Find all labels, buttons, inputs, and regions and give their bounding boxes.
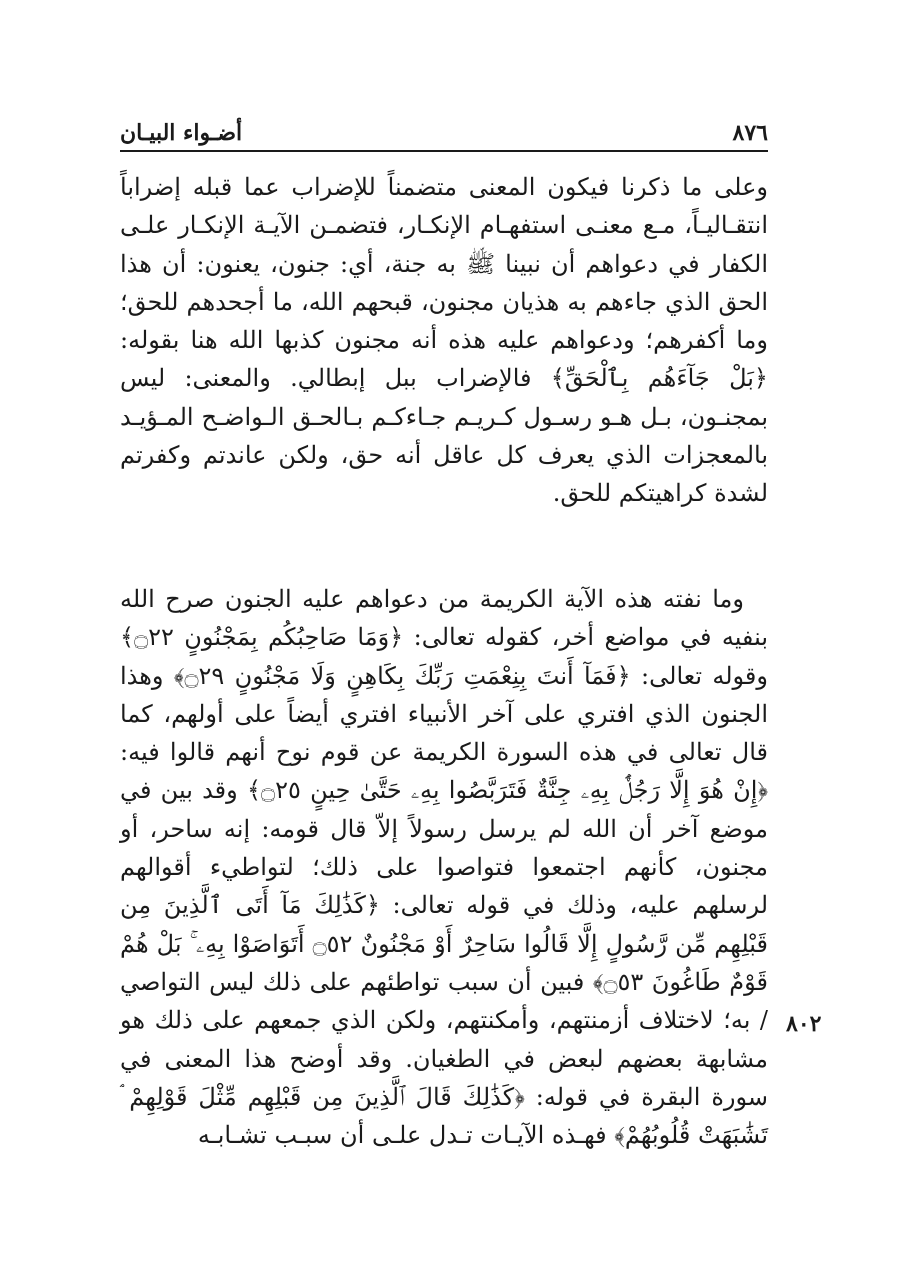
page-header (120, 112, 768, 146)
margin-page-reference: ٨٠٢ (786, 1011, 822, 1037)
page-number: ٨٧٦ (732, 120, 768, 146)
paragraph-1: وعلى ما ذكرنا فيكون المعنى متضمناً للإضراب عما قبله إضراباً انتقـاليـاً، مـع معنـى استفهـام الإنكـار، فتضمـن الآيـة الإنكـار علـى الكفار في دعواهم أن نبينا ﷺ به جنة، أي: جنون، يعنون: أن هذا الحق الذي جاءهم به هذيان مجنون، قبحهم الله، ما أجحدهم للحق؛ وما أكفرهم؛ ودعواهم عليه هذه أنه مجنون كذبها الله هنا بقوله: ﴿بَلْ جَآءَهُم بِٱلْحَقِّ﴾ فالإضراب ببل إبطالي. والمعنى: ليس بمجنـون، بـل هـو رسـول كـريـم جـاءكـم بـالحـق الـواضـح المـؤيـد بالمعجزات الذي يعرف كل عاقل أنه حق، ولكن عاندتم وكفرتم لشدة كراهيتكم للحق. (120, 173, 769, 508)
paragraph-2: وما نفته هذه الآية الكريمة من دعواهم عليه الجنون صرح الله بنفيه في مواضع أخر، كقوله تعالى: ﴿وَمَا صَاحِبُكُم بِمَجْنُونٍ ۝٢٢﴾ وقوله تعالى: ﴿فَمَآ أَنتَ بِنِعْمَتِ رَبِّكَ بِكَاهِنٍ وَلَا مَجْنُونٍ ۝٢٩﴾ وهذا الجنون الذي افتري على آخر الأنبياء افتري أيضاً على أولهم، كما قال تعالى في هذه السورة الكريمة عن قوم نوح أنهم قالوا فيه: ﴿إِنْ هُوَ إِلَّا رَجُلٌۢ بِهِۦ جِنَّةٌ فَتَرَبَّصُوا بِهِۦ حَتَّىٰ حِينٍ ۝٢٥﴾ وقد بين في موضع آخر أن الله لم يرسل رسولاً إلاّ قال قومه: إنه ساحر، أو مجنون، كأنهم اجتمعوا فتواصوا على ذلك؛ لتواطيء أقوالهم لرسلهم عليه، وذلك في قوله تعالى: ﴿كَذَٰلِكَ مَآ أَتَى ٱلَّذِينَ مِن قَبْلِهِم مِّن رَّسُولٍ إِلَّا قَالُوا سَاحِرٌ أَوْ مَجْنُونٌ ۝٥٢ أَتَوَاصَوْا بِهِۦ ۚ بَلْ هُمْ قَوْمٌ طَاغُونَ ۝٥٣﴾ فبين أن سبب تواطئهم على ذلك ليس التواصي / به؛ لاختلاف أزمنتهم، وأمكنتهم، ولكن الذي جمعهم على ذلك هو مشابهة بعضهم لبعض في الطغيان. وقد أوضح هذا المعنى في سورة البقرة في قوله: ﴿كَذَٰلِكَ قَالَ ٱلَّذِينَ مِن قَبْلِهِم مِّثْلَ قَوْلِهِمْ ۘ تَشَٰبَهَتْ قُلُوبُهُمْ﴾ فهـذه الآيـات تـدل علـى أن سبـب تشـابـه (120, 585, 769, 1150)
header-divider (120, 150, 768, 152)
running-title: أضـواء البيـان (120, 120, 243, 146)
